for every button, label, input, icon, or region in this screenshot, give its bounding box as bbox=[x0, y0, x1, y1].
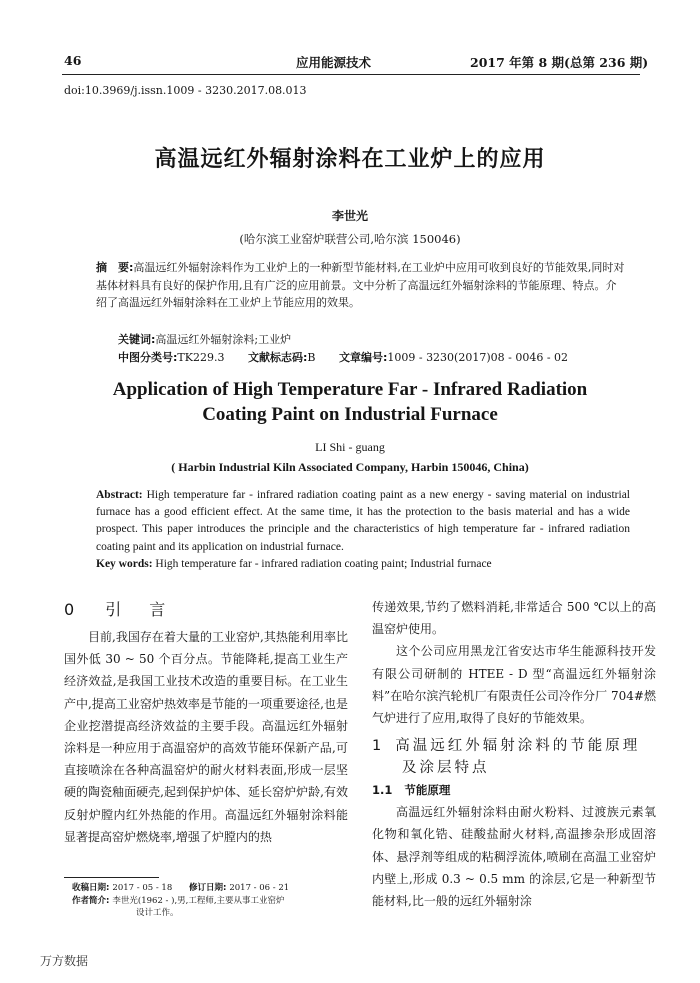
affiliation-cn: (哈尔滨工业窑炉联营公司,哈尔滨 150046) bbox=[239, 232, 461, 246]
document-code: 文献标志码:B bbox=[247, 351, 316, 364]
section-0-heading bbox=[64, 598, 348, 622]
clc-number: 中图分类号:TK229.3 bbox=[118, 351, 225, 364]
subsection-1-1-heading bbox=[372, 779, 656, 801]
footnote-bio: 作者简介: 李世光(1962 - ),男,工程师,主要从事工业窑炉 bbox=[72, 895, 285, 906]
body-left-column bbox=[64, 596, 348, 848]
header-page-number: 46 bbox=[64, 53, 82, 68]
keywords-en-label: Key words: bbox=[96, 558, 153, 570]
footnote-bio-line2: 设计工作。 bbox=[136, 908, 179, 918]
principle-paragraph: 高温远红外辐射涂料由耐火粉料、过渡族元素氧化物和氧化锆、硅酸盐耐火材料,高温掺杂形成固溶体、悬浮剂等组成的粘稠浮流体,喷刷在高温工业窑炉内壁上,形成 0.3 ~ 0.5 mm 的涂层,它是一种新型节能材料,比一般的远红外辐射涂 bbox=[372, 805, 656, 909]
watermark: 万方数据 bbox=[40, 954, 89, 968]
header-journal-name: 应用能源技术 bbox=[296, 55, 372, 70]
abstract-en-label: Abstract: bbox=[96, 489, 143, 501]
header-rule bbox=[62, 74, 640, 75]
intro-paragraph: 目前,我国存在着大量的工业窑炉,其热能利用率比国外低 30 ~ 50 个百分点。节能降耗,提高工业生产经济效益,是我国工业技术改造的重要目标。在工业生产中,提高工业窑炉热效率是节能的一项重要途径,也是企业挖潜提高经济效益的主要手段。高温远红外辐射涂料是一种应用于高温窑炉的高效节能环保新产品,可直接喷涂在各种高温窑炉的耐火材料表面,形成一层坚硬的陶瓷釉面硬壳,起到保护炉体、延长窑炉炉龄,有效反射炉膛内红外热能的作用。高温远红外辐射涂料能显著提高窑炉燃烧率,增强了炉膛内的热 bbox=[64, 630, 348, 844]
section-0-number: 0 bbox=[64, 600, 81, 619]
body-right-column bbox=[372, 596, 656, 912]
intro-continuation: 传递效果,节约了燃料消耗,非常适合 500 ℃以上的高温窑炉使用。 bbox=[372, 600, 656, 637]
keywords-en bbox=[96, 556, 630, 573]
author-en: LI Shi - guang bbox=[315, 440, 385, 454]
doi: doi:10.3969/j.issn.1009 - 3230.2017.08.013 bbox=[64, 84, 307, 97]
keywords-cn-text: 高温远红外辐射涂料;工业炉 bbox=[155, 333, 292, 346]
section-1-title-line2: 及涂层特点 bbox=[402, 760, 490, 777]
abstract-cn-text: 高温远红外辐射涂料作为工业炉上的一种新型节能材料,在工业炉中应用可收到良好的节能效果,同时对基体材料具有良好的保护作用,且有广泛的应用前景。文中分析了高温远红外辐射涂料的节能原理、特点。介绍了高温远红外辐射涂料在工业炉上节能应用的效果。 bbox=[96, 261, 625, 309]
header-issue: 2017 年第 8 期(总第 236 期) bbox=[470, 55, 649, 70]
section-1-title-line1: 高温远红外辐射涂料的节能原理 bbox=[395, 738, 641, 755]
abstract-cn-label: 摘 要: bbox=[96, 261, 134, 274]
subsection-1-1-number: 1.1 bbox=[372, 783, 393, 798]
title-cn: 高温远红外辐射涂料在工业炉上的应用 bbox=[154, 146, 546, 172]
section-0-title: 引 言 bbox=[105, 600, 172, 619]
title-en bbox=[0, 377, 700, 427]
abstract-en bbox=[96, 487, 630, 556]
title-en-line1: Application of High Temperature Far - Infrared Radiation bbox=[112, 379, 588, 400]
footnote-rule bbox=[64, 877, 159, 878]
section-1-number: 1 bbox=[372, 738, 382, 755]
footnote-dates: 收稿日期: 2017 - 05 - 18 修订日期: 2017 - 06 - 21 bbox=[72, 883, 290, 893]
article-number: 文章编号:1009 - 3230(2017)08 - 0046 - 02 bbox=[338, 351, 569, 364]
keywords-cn-label: 关键词: bbox=[118, 333, 156, 346]
abstract-cn bbox=[96, 259, 626, 312]
abstract-en-text: High temperature far - infrared radiation coating paint as a new energy - saving material on industrial furnace has a good efficient effect. At the same time, it has the protection to the basis material and has a wide prospect. This paper introduces the principle and the characteristics of high temperature far - infrared radiation coating paint and its application on industrial furnace. bbox=[96, 489, 630, 553]
subsection-1-1-title: 节能原理 bbox=[404, 783, 451, 798]
keywords-en-text: High temperature far - infrared radiation coating paint; Industrial furnace bbox=[155, 558, 492, 570]
classification-row bbox=[118, 349, 638, 366]
application-paragraph: 这个公司应用黑龙江省安达市华生能源科技开发有限公司研制的 HTEE - D 型“高温远红外辐射涂料”在哈尔滨汽轮机厂有限责任公司冷作分厂 704#燃气炉进行了应用,取得了良好的节能效果。 bbox=[372, 644, 656, 726]
section-1-heading bbox=[372, 735, 656, 779]
author-cn: 李世光 bbox=[331, 209, 368, 223]
footnote bbox=[72, 882, 352, 920]
title-en-line2: Coating Paint on Industrial Furnace bbox=[202, 404, 498, 425]
keywords-cn bbox=[118, 331, 628, 348]
affiliation-en: ( Harbin Industrial Kiln Associated Company, Harbin 150046, China) bbox=[171, 460, 529, 474]
